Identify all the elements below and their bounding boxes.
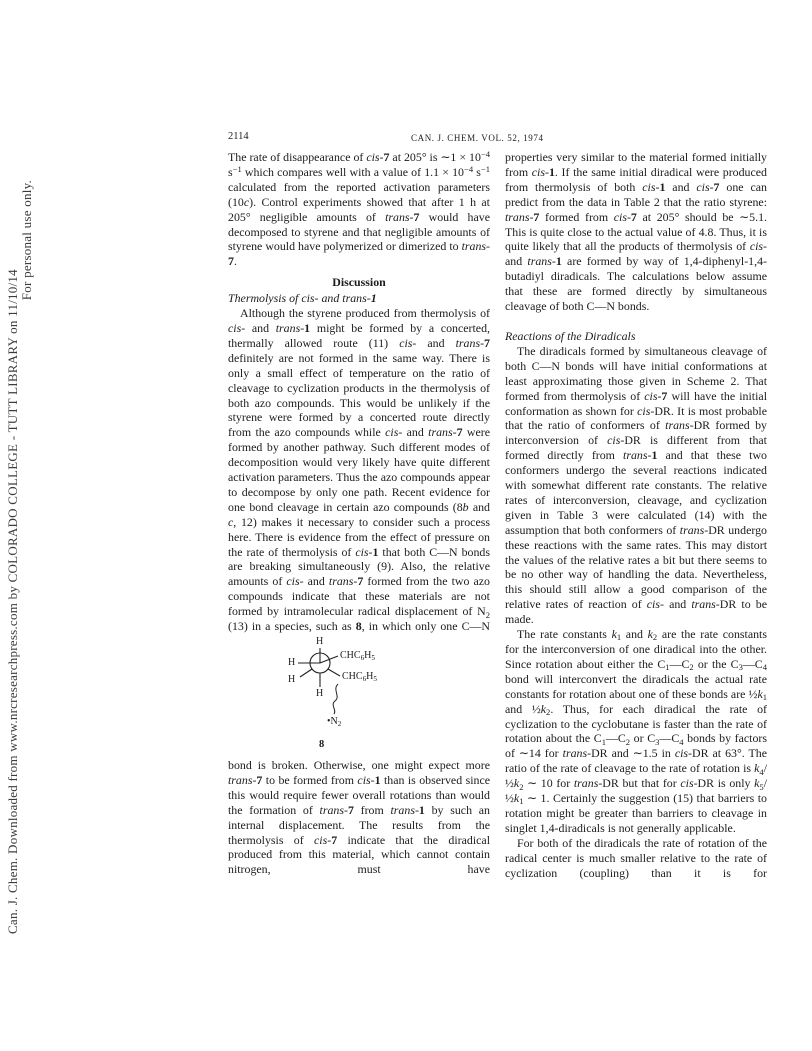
italic-run: cis- bbox=[642, 179, 660, 194]
italic-run: k bbox=[647, 627, 653, 642]
text-run: and bbox=[402, 425, 429, 440]
paragraph bbox=[228, 758, 490, 877]
text-run: one can predict from the data in Table 2 that the ratio styrene: bbox=[505, 179, 767, 209]
label-chc6h5-lower bbox=[342, 671, 377, 682]
bold-run: 7 bbox=[256, 772, 263, 787]
bold-run: 7 bbox=[357, 574, 364, 589]
text-run: , in which only one C—N bbox=[361, 619, 490, 634]
italic-run: k bbox=[754, 776, 760, 791]
italic-run: trans- bbox=[505, 209, 534, 224]
italic-run: trans- bbox=[275, 320, 305, 335]
italic-run: k bbox=[540, 701, 547, 716]
subscript-run: 2 bbox=[337, 720, 342, 729]
italic-run: cis- bbox=[696, 179, 714, 194]
text-run: . Thus, for each diradical the rate of cyclization to the cyclobutane is faster than the rate of rotation about the C bbox=[505, 701, 768, 746]
italic-run: trans- bbox=[390, 802, 419, 817]
text-run: and bbox=[663, 597, 692, 612]
bold-run: 7 bbox=[331, 832, 338, 847]
text-run: formed from bbox=[539, 209, 614, 224]
text-run: s bbox=[228, 164, 233, 179]
italic-run: cis- bbox=[531, 164, 549, 179]
bold-run: 7 bbox=[713, 179, 720, 194]
subscript-run: 3 bbox=[738, 662, 743, 673]
subscript-run: 6 bbox=[360, 654, 365, 663]
structure-figure-8 bbox=[228, 634, 490, 758]
bold-run: 7 bbox=[661, 388, 668, 403]
italic-run: cis- bbox=[228, 320, 246, 335]
subscript-run: 2 bbox=[519, 781, 524, 792]
italic-run: k bbox=[513, 776, 520, 791]
text-run: might be formed by a concerted, thermally allowed route (11) bbox=[228, 320, 490, 350]
download-notice bbox=[6, 180, 36, 934]
text-run: and that these two conformers undergo the several reactions indicated with somewhat different rate constants. The relative rates of interconversion, cleavage, and cyclization given in Table 3 were calculated (14) with the assumption that both conformers of bbox=[505, 448, 767, 537]
text-run: —C bbox=[669, 656, 690, 671]
text-run: (13) in a species, such as bbox=[228, 619, 356, 634]
text-run: DR at 63°. The ratio of the rate of cleavage to the rate of rotation is bbox=[505, 746, 767, 776]
bold-run: 1 bbox=[372, 544, 379, 559]
subscript-run: 5 bbox=[759, 781, 764, 792]
text-run: at 205° is ∼1 × 10 bbox=[389, 150, 481, 164]
text-run: •N bbox=[327, 716, 338, 727]
text-run: DR formed by interconversion of bbox=[505, 418, 767, 448]
text-run: Although the styrene produced from thermolysis of bbox=[240, 306, 490, 321]
subscript-run: 2 bbox=[689, 662, 694, 673]
text-run: to be formed from bbox=[262, 772, 358, 787]
text-run: properties very similar to the material formed initially from bbox=[505, 150, 767, 179]
text-run: than is observed since this would require fewer overall rotations than would the formation of bbox=[228, 772, 490, 817]
bold-run: 7 bbox=[383, 150, 390, 164]
text-run: DR undergo these reactions with the same rates. This may distort the values of the relative rates a bit but there seems to be no other way of handling the data. Nevertheless, this should still allow a good comparison of the relative rates of reaction of bbox=[505, 522, 767, 612]
subscript-run: 3 bbox=[655, 736, 660, 747]
page-number: 2114 bbox=[228, 131, 249, 142]
text-run: , 12) makes it necessary to consider such a process here. There is evidence from the effect of pressure on the rate of thermolysis of bbox=[228, 514, 490, 559]
subscript-run: 1 bbox=[601, 736, 606, 747]
text-run: DR to be made. bbox=[505, 597, 768, 627]
italic-run: cis- bbox=[674, 746, 692, 761]
subscript-run: 2 bbox=[652, 632, 658, 643]
bold-run: 1 bbox=[370, 291, 377, 306]
superscript-run: −1 bbox=[232, 164, 242, 175]
text-run: that both C—N bonds are breaking simultaneously (9). Also, the relative amounts of bbox=[228, 544, 490, 589]
bold-run: 1 bbox=[555, 254, 562, 269]
text-run: and bbox=[621, 627, 648, 642]
italic-run: cis- bbox=[366, 150, 384, 164]
italic-run: trans- bbox=[527, 254, 556, 269]
bold-run: 7 bbox=[630, 209, 637, 224]
italic-run: trans- bbox=[385, 209, 414, 224]
italic-run: trans- bbox=[691, 597, 720, 612]
italic-run: k bbox=[611, 627, 617, 642]
italic-run: trans- bbox=[679, 522, 709, 537]
bold-run: 1 bbox=[651, 448, 658, 463]
subscript-run: 1 bbox=[519, 796, 524, 807]
text-run: which compares well with a value of 1.1 × 10 bbox=[241, 164, 465, 179]
text-run: ∼ 1. Certainly the suggestion (15) that barriers to rotation might be greater than barriers to cleavage in singlet 1,4-diradicals is not generally applicable. bbox=[505, 791, 767, 835]
text-run: The rate constants bbox=[517, 627, 612, 642]
bold-run: 7 bbox=[228, 254, 234, 269]
italic-run: k bbox=[757, 686, 763, 701]
text-run: DR and ∼1.5 in bbox=[591, 746, 675, 761]
superscript-run: −4 bbox=[464, 164, 474, 175]
italic-run: cis- bbox=[749, 239, 767, 254]
right-column bbox=[505, 150, 767, 881]
text-run: indicate that the diradical produced from this material, which cannot contain nitrogen, must have bbox=[228, 832, 490, 877]
journal-citation: CAN. J. CHEM. VOL. 52, 1974 bbox=[411, 133, 544, 143]
text-run: . bbox=[233, 254, 237, 269]
paragraph bbox=[228, 306, 490, 634]
italic-run: cis- bbox=[314, 832, 332, 847]
text-run: . If the same initial diradical were produced from thermolysis of both bbox=[505, 164, 768, 194]
text-run: s bbox=[473, 164, 481, 179]
text-run: H bbox=[366, 671, 374, 682]
italic-run: cis- bbox=[357, 772, 375, 787]
text-run: and bbox=[416, 335, 456, 350]
subscript-run: 1 bbox=[665, 662, 670, 673]
superscript-run: −4 bbox=[480, 149, 490, 160]
subsection-heading-reactions: Reactions of the Diradicals bbox=[505, 328, 636, 343]
bold-run: 1 bbox=[374, 772, 381, 787]
italic-run: b bbox=[462, 499, 469, 514]
text-run: and bbox=[665, 179, 697, 194]
text-run: definitely are not formed in the same way. There is only a small effect of temperature on the ratio of cleavage to cyclization products in the thermolysis of both azo compounds. This would be unlikely if the styrene were formed by a concerted route directly from the azo compounds while bbox=[228, 350, 490, 440]
superscript-run: −1 bbox=[480, 164, 490, 175]
text-run: will have the initial conformation as shown for bbox=[505, 388, 767, 418]
text-run: or the C bbox=[693, 656, 739, 671]
text-run: and bbox=[468, 499, 490, 514]
download-notice-line: Can. J. Chem. Downloaded from www.nrcresearchpress.com by COLORADO COLLEGE - TUTT LIBRARY on 11/10/14 bbox=[5, 269, 20, 934]
label-h-top: H bbox=[316, 636, 324, 647]
italic-run: c bbox=[228, 514, 234, 529]
italic-run: trans- bbox=[328, 574, 358, 589]
italic-run: cis- bbox=[286, 574, 304, 589]
italic-run: cis- bbox=[385, 425, 403, 440]
text-run: and bbox=[245, 320, 276, 335]
italic-run: trans- bbox=[461, 239, 490, 254]
paragraph bbox=[505, 627, 767, 836]
italic-run: k bbox=[513, 791, 520, 806]
italic-run: trans- bbox=[562, 746, 592, 761]
label-h-bottom: H bbox=[316, 688, 324, 699]
text-run: The diradicals formed by simultaneous cleavage of both C—N bonds will have initial conformations at least approximating those given in Scheme 2. That formed from thermolysis of bbox=[505, 343, 767, 403]
text-run: and ½ bbox=[505, 701, 541, 716]
bold-run: 1 bbox=[659, 179, 666, 194]
paragraph bbox=[505, 150, 767, 314]
bold-run: 7 bbox=[456, 425, 463, 440]
text-run: H bbox=[364, 650, 372, 661]
text-run: bonds by factors of ∼14 for bbox=[505, 731, 768, 761]
bold-run: 7 bbox=[533, 209, 540, 224]
italic-run: cis- bbox=[644, 388, 662, 403]
label-h-lower-left: H bbox=[288, 674, 296, 685]
italic-run: cis- bbox=[646, 597, 664, 612]
italic-run: cis- bbox=[607, 433, 625, 448]
text-run: at 205° should be ∼5.1. This is quite close to the actual value of 4.8. Thus, it is quite likely that all the products of thermolysis of bbox=[505, 209, 767, 254]
text-run: CHC bbox=[340, 650, 361, 661]
subscript-run: 4 bbox=[762, 662, 767, 673]
italic-run: cis- bbox=[355, 544, 373, 559]
text-run: by such an internal displacement. The results from the thermolysis of bbox=[228, 802, 490, 847]
text-run: Thermolysis of cis- and trans- bbox=[228, 291, 371, 306]
text-run: calculated from the reported activation parameters (10 bbox=[228, 179, 490, 209]
bold-run: 1 bbox=[304, 320, 311, 335]
bold-run: 8 bbox=[355, 619, 362, 634]
text-run: or C bbox=[630, 731, 656, 746]
text-run: from bbox=[353, 802, 391, 817]
subscript-run: 1 bbox=[762, 692, 767, 703]
italic-run: trans- bbox=[319, 802, 348, 817]
bold-run: 7 bbox=[484, 335, 490, 350]
italic-run: trans- bbox=[573, 776, 603, 791]
text-run: —C bbox=[659, 731, 680, 746]
label-nitrogen-radical bbox=[327, 716, 341, 727]
paragraph bbox=[228, 150, 490, 269]
subscript-run: 4 bbox=[759, 766, 764, 777]
subscript-run: 2 bbox=[546, 707, 551, 718]
text-run: DR. It is most probable that the ratio of conformers of bbox=[505, 403, 767, 433]
subsection-heading-thermolysis bbox=[228, 291, 490, 306]
italic-run: k bbox=[754, 761, 760, 776]
bold-run: 1 bbox=[548, 164, 555, 179]
italic-run: cis- bbox=[399, 335, 417, 350]
text-run: bond will interconvert the diradicals the actual rate constants for rotation about one of these bonds are ½ bbox=[505, 671, 767, 701]
italic-run: trans- bbox=[428, 425, 457, 440]
text-run: The rate of disappearance of bbox=[228, 150, 367, 164]
subscript-run: 4 bbox=[679, 736, 684, 747]
text-run: DR but that for bbox=[602, 776, 681, 791]
paragraph bbox=[505, 344, 767, 627]
text-run: /½ bbox=[505, 776, 768, 806]
text-run: and bbox=[303, 574, 329, 589]
text-run: would have decomposed to styrene and that negligible amounts of styrene would have polymerized or dimerized to bbox=[228, 209, 490, 254]
italic-run: c bbox=[243, 194, 250, 209]
text-run: DR is only bbox=[697, 776, 755, 791]
bold-run: 7 bbox=[413, 209, 420, 224]
text-run: bond is broken. Otherwise, one might expect more bbox=[228, 758, 490, 772]
text-run: were formed by another pathway. Such different modes of decomposition would very likely have quite different activation parameters. Thus the azo compounds appear to decompose by only one path. Recent evidence for one bond cleavage in certain azo compounds (8 bbox=[228, 425, 490, 514]
italic-run: cis- bbox=[680, 776, 698, 791]
compound-number-label: 8 bbox=[319, 739, 325, 750]
subscript-run: 2 bbox=[485, 609, 490, 620]
subscript-run: 6 bbox=[362, 675, 367, 684]
subscript-run: 1 bbox=[616, 632, 622, 643]
text-run: DR is different from that formed directly from bbox=[505, 433, 767, 463]
italic-run: cis- bbox=[613, 209, 631, 224]
italic-run: trans- bbox=[228, 772, 257, 787]
italic-run: trans- bbox=[665, 418, 694, 433]
text-run: —C bbox=[742, 656, 763, 671]
subscript-run: 5 bbox=[373, 675, 377, 684]
italic-run: trans- bbox=[623, 448, 652, 463]
subscript-run: 5 bbox=[371, 654, 375, 663]
text-run: ). Control experiments showed that after 1 h at 205° negligible amounts of bbox=[228, 194, 490, 224]
text-run: —C bbox=[605, 731, 626, 746]
text-run: ∼ 10 for bbox=[523, 776, 574, 791]
left-column bbox=[228, 150, 490, 877]
bold-run: 7 bbox=[347, 802, 354, 817]
text-run: /½ bbox=[505, 761, 767, 791]
paragraph bbox=[505, 836, 767, 881]
bold-run: 1 bbox=[418, 802, 425, 817]
text-run: and bbox=[505, 254, 528, 269]
text-run: For both of the diradicals the rate of rotation of the radical center is much smaller relative to the rate of cyclization (coupling) than it is for bbox=[505, 835, 767, 880]
italic-run: trans- bbox=[455, 335, 485, 350]
subscript-run: 2 bbox=[625, 736, 631, 747]
italic-run: cis- bbox=[637, 403, 655, 418]
text-run: CHC bbox=[342, 671, 363, 682]
text-run: are the rate constants for the interconversion of one diradical into the other. Since rotation about either the C bbox=[505, 627, 767, 671]
label-h-left: H bbox=[288, 657, 296, 668]
personal-use-notice: For personal use only. bbox=[19, 180, 34, 301]
section-heading-discussion: Discussion bbox=[332, 275, 386, 290]
text-run: formed from the two azo compounds indicate that these materials are not formed by intramolecular radical displacement of N bbox=[228, 574, 490, 619]
text-run: are formed by way of 1,4-diphenyl-1,4-butadiyl diradicals. The calculations below assume that these are formed directly by simultaneous cleavage of both C—N bonds. bbox=[505, 254, 767, 314]
label-chc6h5-upper bbox=[340, 650, 375, 661]
